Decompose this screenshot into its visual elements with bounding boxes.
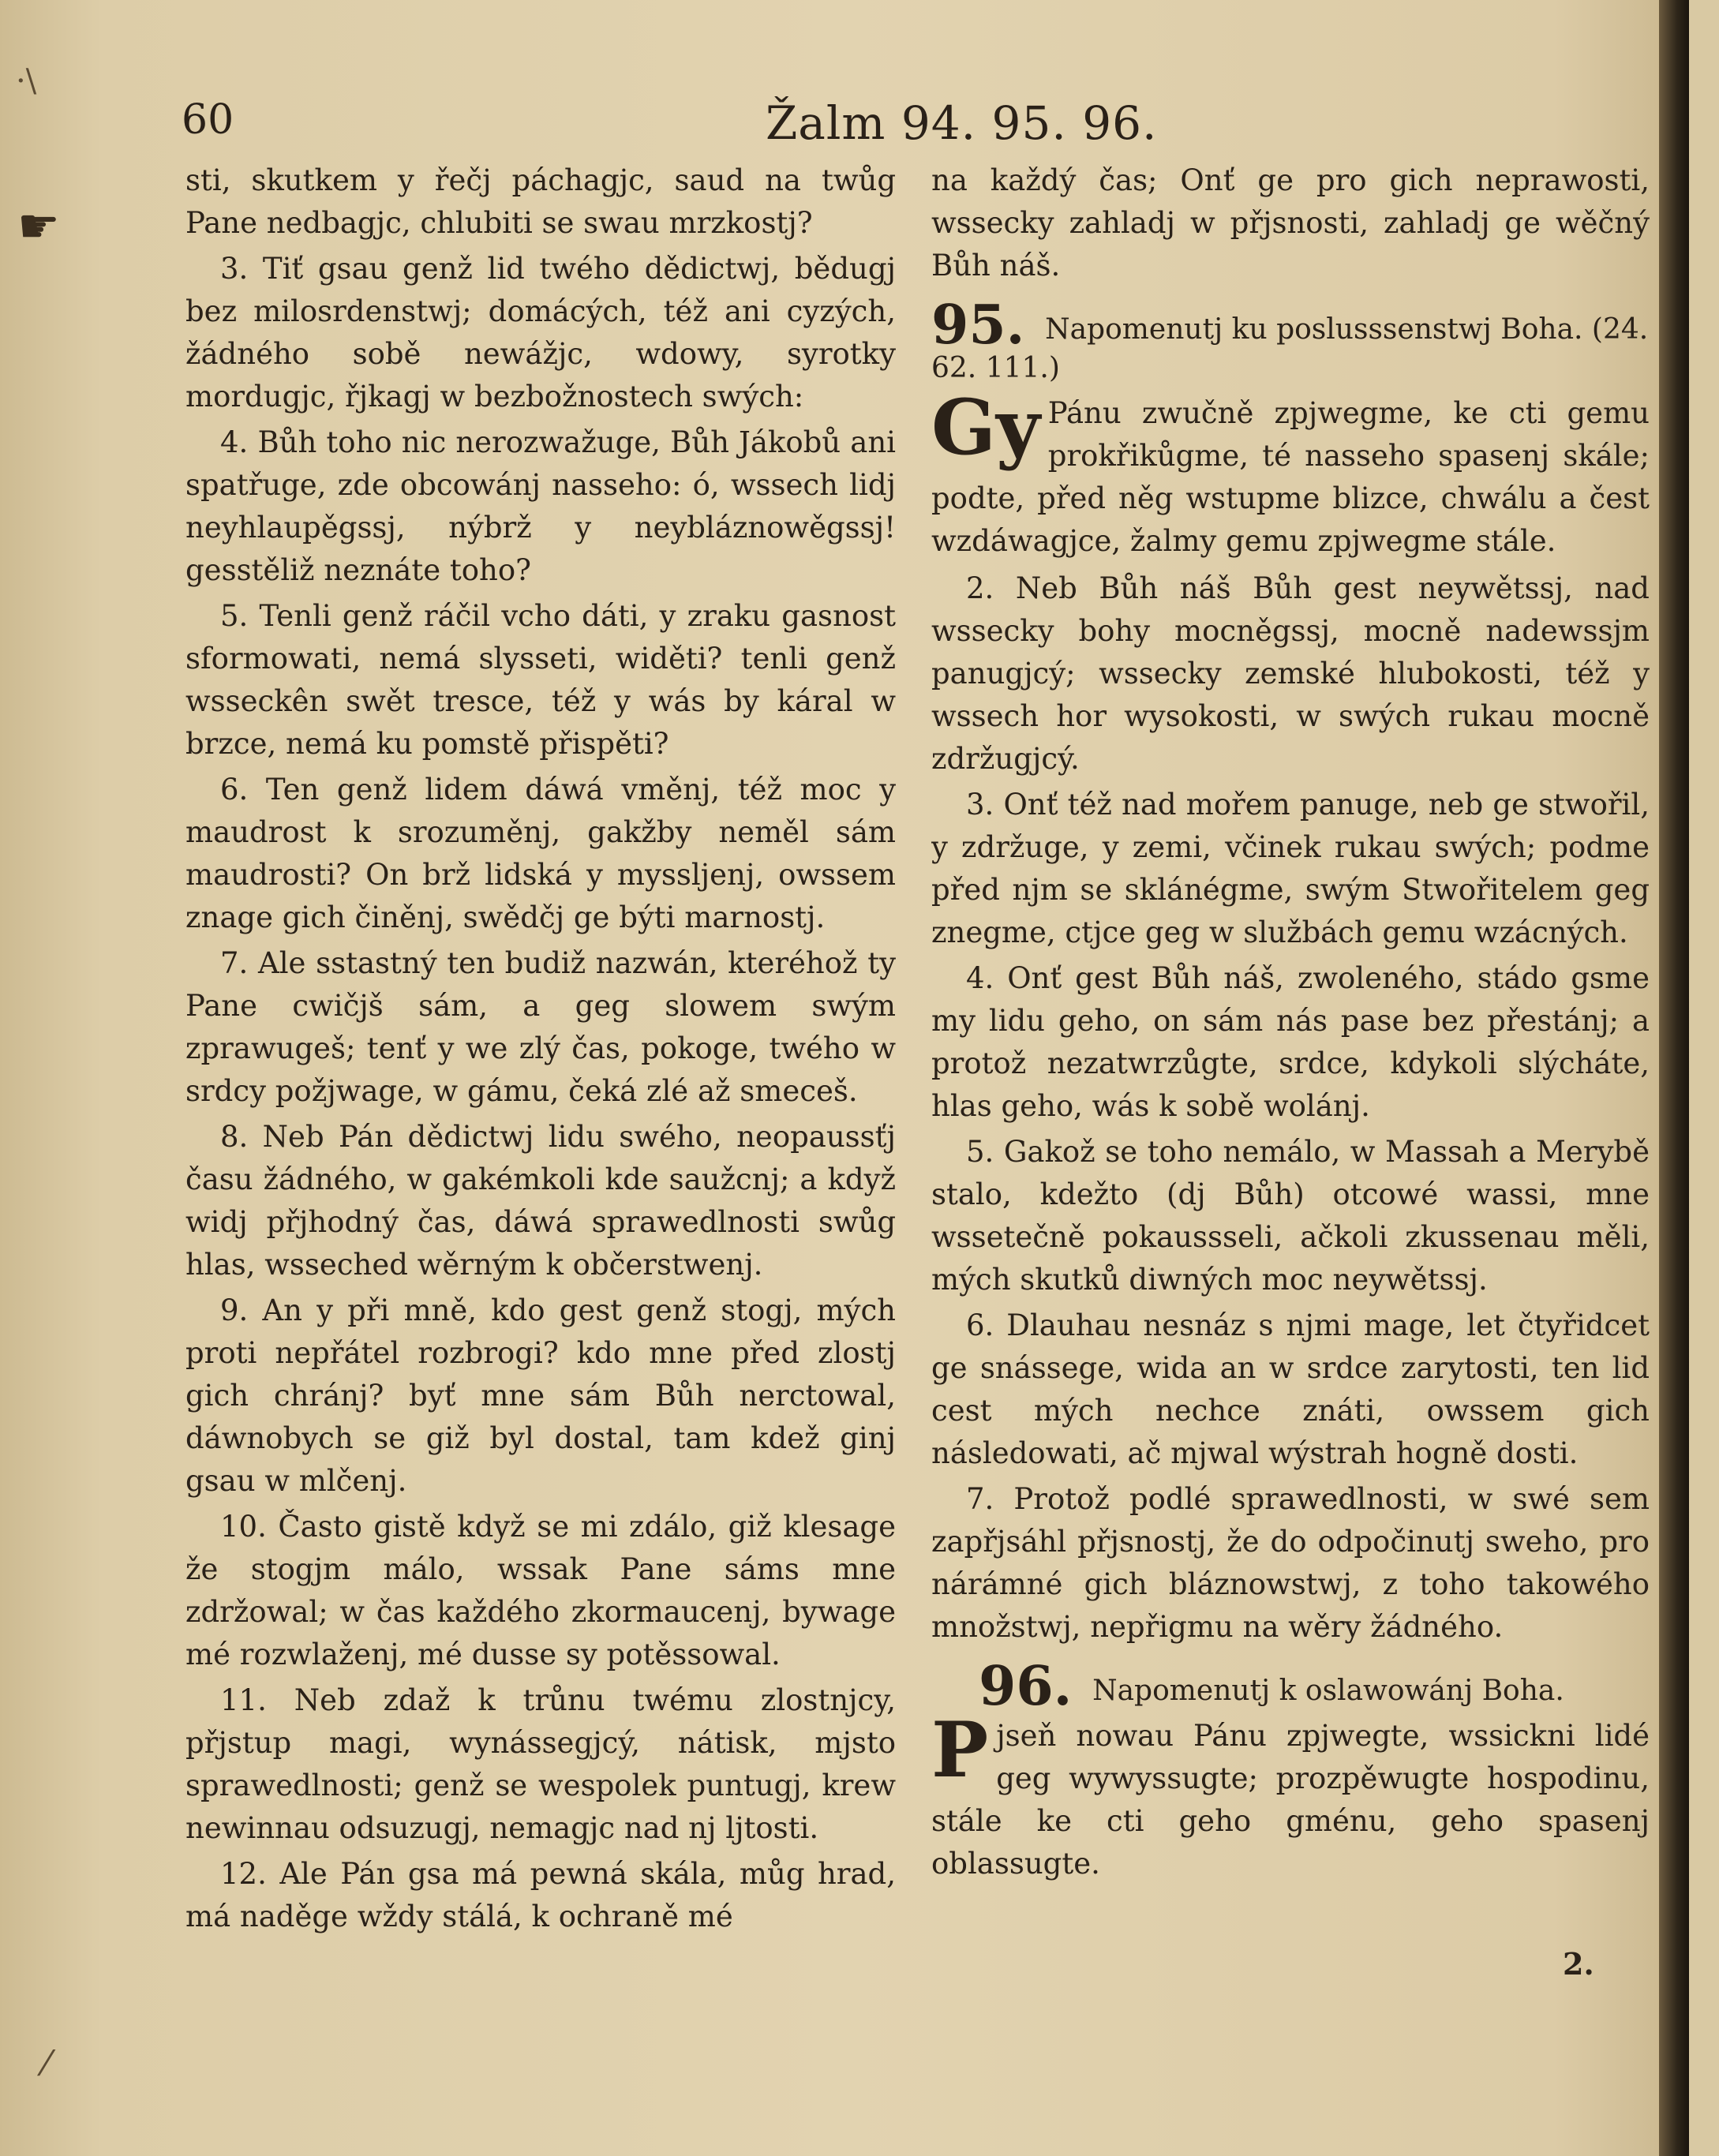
verse-4: 4. Bůh toho nic nerozwažuge, Bůh Jákobů ani spatřuge, zde obcowánj nasseho: ó, wssech lidj neyhlaupěgssj, nýbrž y neybláznowěgssj! gesstěliž neznáte toho?: [185, 425, 896, 587]
right-column: [931, 159, 1650, 2085]
psalm-96-dropcap: P: [931, 1705, 989, 1795]
verse-10: 10. Často gistě když se mi zdálo, giž klesage že stogjm málo, wssak Pane sáms mne zdržowal; w čas každého zkormaucenj, bywage mé rozwlaženj, mé dusse sy potěssowal.: [185, 1510, 896, 1671]
manicule-icon: ☛: [17, 199, 60, 254]
psalm-95-number: 95.: [931, 294, 1025, 357]
psalm-95-verse-3: 3. Onť též nad mořem panuge, neb ge stwořil, y zdržuge, y zemi, včinek rukau swých; podme před njm se sklánégme, swým Stwořitelem geg znegme, ctjce geg w službách gemu wzácných.: [931, 788, 1650, 949]
verse-continuation: sti, skutkem y řečj páchagjc, saud na twůg Pane nedbagjc, chlubiti se swau mrzkostj?: [185, 163, 896, 240]
page-header: [182, 96, 1642, 159]
psalm-95-verse-4: 4. Onť gest Bůh náš, zwoleného, stádo gsme my lidu geho, on sám nás pase bez přestánj; a protož nezatwrzůgte, srdce, kdykoli slýcháte, hlas geho, wás k sobě wolánj.: [931, 961, 1650, 1123]
verse-11: 11. Neb zdaž k trůnu twému zlostnjcy, přjstup magi, wynássegjcý, nátisk, mjsto sprawedlnosti; genž se wespolek puntugj, krew newinnau odsuzugj, nemagjc nad nj ljtosti.: [185, 1683, 896, 1845]
psalm-96-number: 96.: [979, 1655, 1073, 1718]
psalm-95-verse-7: 7. Protož podlé sprawedlnosti, w swé sem zapřjsáhl přjsnostj, že do odpočinutj sweho, pro nárámné gich bláznowstwj, z toho takowého množstwj, nepřigmu na wěry žádného.: [931, 1482, 1650, 1644]
psalm-96-title: Napomenutj k oslawowánj Boha.: [1092, 1675, 1564, 1707]
psalm-95-verse-2: 2. Neb Bůh náš Bůh gest neywětssj, nad wssecky bohy mocněgssj, mocně nadewssjm panugjcý; wssecky zemské hlubokosti, též y wssech hor wysokosti, w swých rukau mocně zdržugjcý.: [931, 571, 1650, 776]
left-column: [185, 159, 896, 2085]
verse-9: 9. An y při mně, kdo gest genž stogj, mých proti nepřátel rozbrogi? kdo mne před zlostj gich chránj? byť mne sám Bůh nerctowal, dáwnobych se giž byl dostal, tam kdež ginj gsau w mlčenj.: [185, 1293, 896, 1498]
running-title: Žalm 94. 95. 96.: [766, 96, 1158, 150]
margin-scratch: ⁄: [43, 2044, 50, 2084]
book-binding-edge: [1659, 0, 1689, 2156]
psalm-95-verse-1: [931, 383, 1650, 563]
psalm-96-heading: [931, 1655, 1650, 1718]
verse-3: 3. Tiť gsau genž lid twého dědictwj, bědugj bez milosrdenstwj; domácých, též ani cyzých, žádného sobě newážjc, wdowy, syrotky mordugjc, řjkagj w bezbožnostech swých:: [185, 252, 896, 414]
verse-8: 8. Neb Pán dědictwj lidu swého, neopaussťj času žádného, w gakémkoli kde saužcnj; a když widj přjhodný čas, dáwá sprawedlnosti swůg hlas, wsseched wěrným k občerstwenj.: [185, 1120, 896, 1282]
verse-6: 6. Ten genž lidem dáwá vměnj, též moc y maudrost k srozuměnj, gakžby neměl sám maudrosti? On brž lidská y myssljenj, owssem znage gich činěnj, swědčj ge býti marnostj.: [185, 773, 896, 934]
catchword: 2.: [1563, 1946, 1594, 1982]
verse-7: 7. Ale sstastný ten budiž nazwán, kteréhož ty Pane cwičjš sám, a geg slowem swým zprawugeš; tenť y we zlý čas, pokoge, twého w srdcy požjwage, w gámu, čeká zlé až smeceš.: [185, 946, 896, 1108]
psalm-95-dropcap: Gy: [931, 383, 1040, 472]
page-number: 60: [182, 96, 234, 144]
psalm-95-title: Napomenutj ku poslusssenstwj Boha. (24. 62. 111.): [931, 313, 1649, 384]
verse-12: 12. Ale Pán gsa má pewná skála, můg hrad, má naděge wždy stálá, k ochraně mé: [185, 1857, 896, 1933]
margin-ornament: ·\: [16, 63, 37, 99]
psalm-95-verse-5: 5. Gakož se toho nemálo, w Massah a Merybě stalo, kdežto (dj Bůh) otcowé wassi, mne wssetečně pokaussseli, ačkoli zkussenau měli, mých skutků diwných moc neywětssj.: [931, 1135, 1650, 1297]
verse-5: 5. Tenli genž ráčil vcho dáti, y zraku gasnost sformowati, nemá slysseti, widěti? tenli genž wsseckên swět tresce, též y wás by káral w brzce, nemá ku pomstě přispěti?: [185, 599, 896, 761]
psalm-95-verse-1-text: Pánu zwučně zpjwegme, ke cti gemu prokřikůgme, té nasseho spasenj skále; podte, před něg wstupme blizce, chwálu a čest wzdáwagjce, žalmy gemu zpjwegme stále.: [931, 396, 1650, 558]
psalm-96-verse-1: [931, 1705, 1650, 1885]
psalm-95-heading: [931, 294, 1650, 387]
verse-continuation-right: na každý čas; Onť ge pro gich neprawosti, wsseсky zahladj w přjsnosti, zahladj ge wěčný Bůh náš.: [931, 163, 1650, 283]
psalm-95-verse-6: 6. Dlauhau nesnáz s njmi mage, let čtyřidcet ge snássege, wida an w srdce zarytosti, ten lid cest mých nechce znáti, owssem gich následowati, ač mjwal wýstrah hogně dosti.: [931, 1308, 1650, 1470]
psalm-96-verse-1-text: jseň nowau Pánu zpjwegte, wssickni lidé geg wywyssugte; prozpěwugte hospodinu, stále ke cti geho gménu, geho spasenj oblassugte.: [931, 1719, 1650, 1881]
